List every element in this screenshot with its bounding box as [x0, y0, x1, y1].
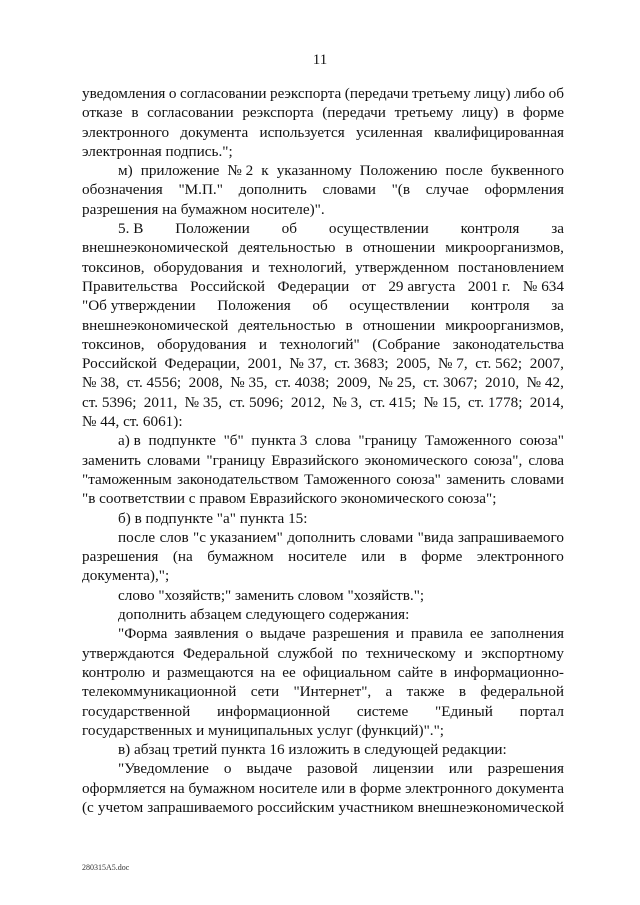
word: Евразийского	[271, 451, 359, 469]
text-line: слово "хозяйств;" заменить словом "хозяйств.";	[118, 586, 425, 604]
word: в	[345, 316, 353, 334]
word: токсинов,	[82, 335, 145, 353]
word: используется	[259, 123, 345, 141]
word: союза"	[519, 432, 564, 450]
text-line	[82, 470, 564, 489]
word: усиленная	[355, 123, 423, 141]
word: "Единый	[435, 702, 493, 720]
word: уведомления	[82, 85, 166, 102]
word: ст. 1778;	[468, 393, 523, 411]
text-line	[82, 624, 564, 643]
word: запрашиваемого	[457, 528, 564, 546]
word: к	[261, 162, 269, 180]
word: официальном	[302, 663, 391, 681]
word: ст. 4038;	[274, 374, 330, 392]
word: и	[395, 625, 404, 643]
word: участником	[338, 798, 414, 816]
word: ст. 4556;	[126, 374, 182, 392]
word: словами	[359, 528, 414, 546]
word: постановлением	[457, 258, 564, 276]
word: лицу)	[461, 104, 499, 122]
word: после	[445, 162, 483, 180]
footer-filename: 280315A5.doc	[82, 863, 130, 872]
word: отношении	[362, 316, 436, 334]
word: 2014,	[529, 393, 564, 411]
document-body	[82, 84, 564, 817]
text-line	[82, 779, 564, 798]
text-line	[82, 431, 564, 450]
word: ст. 3683;	[334, 355, 389, 373]
word: а	[385, 683, 393, 701]
word: в	[439, 663, 448, 681]
word: деятельностью	[238, 239, 336, 257]
word: на	[169, 779, 185, 797]
word: словами	[146, 451, 201, 469]
word: форме	[360, 779, 402, 797]
word: лицензии	[372, 760, 434, 778]
text-line	[82, 547, 564, 566]
text-line	[82, 238, 564, 257]
word: "Интернет",	[293, 683, 372, 701]
word: микроорганизмов,	[445, 316, 564, 334]
text-line	[82, 103, 564, 122]
text-line: дополнить абзацем следующего содержания:	[118, 606, 410, 624]
text-line	[82, 682, 564, 701]
word: "Уведомление	[118, 760, 209, 778]
word: о	[223, 760, 232, 778]
word: внешнеэкономической	[417, 798, 564, 816]
word: разовой	[307, 760, 358, 778]
word: словами	[322, 181, 376, 199]
word: или	[321, 779, 346, 797]
word: осуществлении	[349, 297, 450, 315]
word: за	[551, 220, 564, 238]
word: электронного	[476, 548, 564, 566]
word: "б"	[223, 432, 244, 450]
word: ее	[282, 663, 296, 681]
word: 2007,	[529, 355, 564, 373]
word: выдаче	[259, 625, 306, 643]
word: портал	[519, 702, 564, 720]
word: токсинов,	[82, 258, 145, 276]
word: № 38,	[82, 374, 120, 392]
word: правила	[410, 625, 463, 643]
word: экспортному	[481, 644, 564, 662]
text-line: в) абзац третий пункта 16 изложить в следующей редакции:	[118, 741, 507, 759]
word: разрешения	[82, 548, 159, 566]
word: Положению	[359, 162, 438, 180]
word: приложение	[140, 162, 220, 180]
word: слов	[159, 528, 189, 546]
text-line	[82, 84, 564, 103]
word: "вида	[417, 528, 454, 546]
word: Федеральной	[183, 644, 269, 662]
word: на	[260, 663, 276, 681]
word: Таможенного	[304, 470, 391, 488]
text-line	[82, 277, 564, 296]
page-number: 11	[312, 52, 328, 68]
text-line: электронная подпись.";	[82, 142, 233, 160]
word: указанному	[276, 162, 352, 180]
word: № 37,	[289, 355, 327, 373]
word: после	[118, 528, 156, 546]
word: 2001 г.	[467, 277, 511, 295]
word: форме	[421, 548, 463, 566]
word: бумажном	[207, 548, 274, 566]
word: обозначения	[82, 181, 163, 199]
word: российским	[257, 798, 335, 816]
text-line	[82, 393, 564, 412]
word: утвержденном	[355, 258, 450, 276]
word: разрешения	[487, 760, 564, 778]
word: технологий"	[279, 335, 360, 353]
text-line	[82, 219, 564, 238]
text-line	[82, 123, 564, 142]
word: заполнения	[490, 625, 564, 643]
word: в	[507, 104, 515, 122]
word: или	[361, 548, 386, 566]
word: внешнеэкономической	[82, 239, 229, 257]
word: союза",	[473, 451, 523, 469]
word: согласовании	[179, 85, 267, 102]
text-line: "в соответствии с правом Евразийского экономического союза";	[82, 490, 497, 508]
word: согласовании	[147, 104, 234, 122]
word: № 35,	[230, 374, 268, 392]
word: от	[361, 277, 376, 295]
text-line: б) в подпункте "а" пункта 15:	[118, 509, 308, 527]
word: случае	[425, 181, 469, 199]
word: заменить	[446, 470, 506, 488]
word: № 7,	[438, 355, 468, 373]
word: м)	[118, 162, 133, 180]
word: а) в	[118, 432, 141, 450]
word: ст. 562;	[475, 355, 523, 373]
word: № 25,	[378, 374, 416, 392]
word: сети	[250, 683, 280, 701]
word: № 2	[227, 162, 254, 180]
text-line	[82, 354, 564, 373]
text-line	[82, 528, 564, 547]
word: и	[258, 335, 268, 353]
word: реэкспорта	[242, 104, 314, 122]
word: учетом	[97, 798, 144, 816]
word: телекоммуникационной	[82, 683, 237, 701]
word: слова	[528, 451, 564, 469]
word: слова	[315, 432, 351, 450]
word: также	[406, 683, 445, 701]
text-line: государственных и муниципальных услуг (функций)".";	[82, 721, 444, 739]
word: контролю	[82, 663, 146, 681]
word: государственной	[82, 702, 191, 720]
word: заменить	[82, 451, 141, 469]
word: законодательством	[177, 470, 299, 488]
word: (передачи	[344, 85, 409, 102]
word: носителе	[258, 779, 318, 797]
word: деятельностью	[238, 316, 336, 334]
word: дополнить	[287, 528, 356, 546]
word: № 35,	[184, 393, 222, 411]
word: или	[448, 760, 473, 778]
word: и	[251, 258, 260, 276]
text-line	[82, 798, 564, 817]
word: информационно-	[453, 663, 564, 681]
word: отказе	[82, 104, 123, 122]
word: контроля	[460, 220, 520, 238]
word: реэкспорта	[270, 85, 342, 102]
word: № 42,	[526, 374, 564, 392]
word: "границу	[206, 451, 266, 469]
text-line	[82, 373, 564, 392]
word: осуществлении	[328, 220, 429, 238]
word: союза"	[396, 470, 441, 488]
word: в	[131, 104, 139, 122]
word: (на	[172, 548, 193, 566]
word: № 3,	[332, 393, 363, 411]
word: законодательства	[452, 335, 564, 353]
word: оборудования	[153, 258, 243, 276]
word: словами	[510, 470, 564, 488]
word: заявления	[174, 625, 239, 643]
word: информационной	[217, 702, 331, 720]
word: "таможенным	[82, 470, 172, 488]
word: третьему	[411, 85, 471, 102]
word: федеральной	[480, 683, 564, 701]
word: электронного	[405, 779, 493, 797]
text-line	[82, 644, 564, 663]
word: "М.П."	[178, 181, 223, 199]
word: 2010,	[485, 374, 520, 392]
word: буквенного	[490, 162, 564, 180]
word: Федерации	[277, 277, 350, 295]
word: (с	[82, 798, 94, 816]
word: отношении	[362, 239, 436, 257]
word: в	[458, 683, 467, 701]
word: в	[349, 779, 357, 797]
word: документа	[180, 123, 249, 141]
text-line	[82, 316, 564, 335]
word: электронного	[82, 123, 170, 141]
word: 2008,	[188, 374, 223, 392]
text-line	[82, 161, 564, 180]
word: Правительства	[82, 277, 178, 295]
word: о	[168, 85, 177, 102]
word: ст. 5396;	[82, 393, 137, 411]
word: об	[312, 297, 328, 315]
word: Положения	[217, 297, 291, 315]
word: микроорганизмов,	[445, 239, 564, 257]
word: № 15,	[423, 393, 461, 411]
word: бумажном	[188, 779, 255, 797]
word: пункта 3	[251, 432, 308, 450]
word: оформляется	[82, 779, 166, 797]
word: утверждаются	[82, 644, 175, 662]
word: экономического	[364, 451, 468, 469]
word: (передачи	[322, 104, 386, 122]
text-line	[82, 759, 564, 778]
word: ст. 3067;	[423, 374, 478, 392]
word: "границу	[358, 432, 418, 450]
word: № 634	[522, 277, 564, 295]
word: подпункте	[148, 432, 216, 450]
word: "с указанием"	[193, 528, 283, 546]
word: квалифицированная	[433, 123, 564, 141]
word: Российской	[82, 355, 157, 373]
word: Положении	[175, 220, 250, 238]
word: и	[464, 644, 473, 662]
word: лицу)	[474, 85, 511, 102]
word: ее	[469, 625, 484, 643]
word: "Об утверждении	[82, 297, 196, 315]
word: выдаче	[246, 760, 293, 778]
word: об	[548, 85, 564, 102]
word: Российской	[190, 277, 265, 295]
word: либо	[514, 85, 546, 102]
word: дополнить	[238, 181, 307, 199]
word: оформления	[484, 181, 564, 199]
word: 2009,	[336, 374, 371, 392]
word: 29 августа	[388, 277, 456, 295]
word: Федерации,	[164, 355, 240, 373]
word: контроля	[470, 297, 530, 315]
word: 2011,	[143, 393, 178, 411]
word: внешнеэкономической	[82, 316, 229, 334]
text-line	[82, 180, 564, 199]
text-line	[82, 663, 564, 682]
word: ст. 415;	[369, 393, 417, 411]
word: о	[245, 625, 254, 643]
word: в	[399, 548, 407, 566]
word: Таможенного	[424, 432, 512, 450]
word: "Форма	[118, 625, 168, 643]
word: носителе	[288, 548, 347, 566]
word: форме	[522, 104, 564, 122]
word: по	[341, 644, 358, 662]
word: 2012,	[290, 393, 326, 411]
word: технологий,	[268, 258, 347, 276]
word: документа	[496, 779, 564, 797]
text-line	[82, 296, 564, 315]
word: техническому	[366, 644, 456, 662]
word: запрашиваемого	[147, 798, 254, 816]
word: системе	[356, 702, 409, 720]
word: сайте	[397, 663, 433, 681]
text-line	[82, 451, 564, 470]
text-line: разрешения на бумажном носителе)".	[82, 200, 325, 218]
word: в	[345, 239, 353, 257]
text-line: документа),";	[82, 567, 170, 585]
word: службой	[277, 644, 333, 662]
word: "(в	[391, 181, 411, 199]
word: об	[281, 220, 297, 238]
word: третьему	[394, 104, 454, 122]
word: и	[151, 663, 161, 681]
word: оборудования	[157, 335, 247, 353]
text-line: № 44, ст. 6061):	[82, 413, 183, 431]
word: 2001,	[247, 355, 282, 373]
text-line	[82, 258, 564, 277]
text-line	[82, 335, 564, 354]
word: размещаются	[167, 663, 254, 681]
text-line	[82, 702, 564, 721]
word: 2005,	[396, 355, 431, 373]
word: (Собрание	[372, 335, 441, 353]
word: разрешения	[312, 625, 389, 643]
word: 5. В	[118, 220, 144, 238]
word: за	[551, 297, 564, 315]
word: ст. 5096;	[229, 393, 284, 411]
